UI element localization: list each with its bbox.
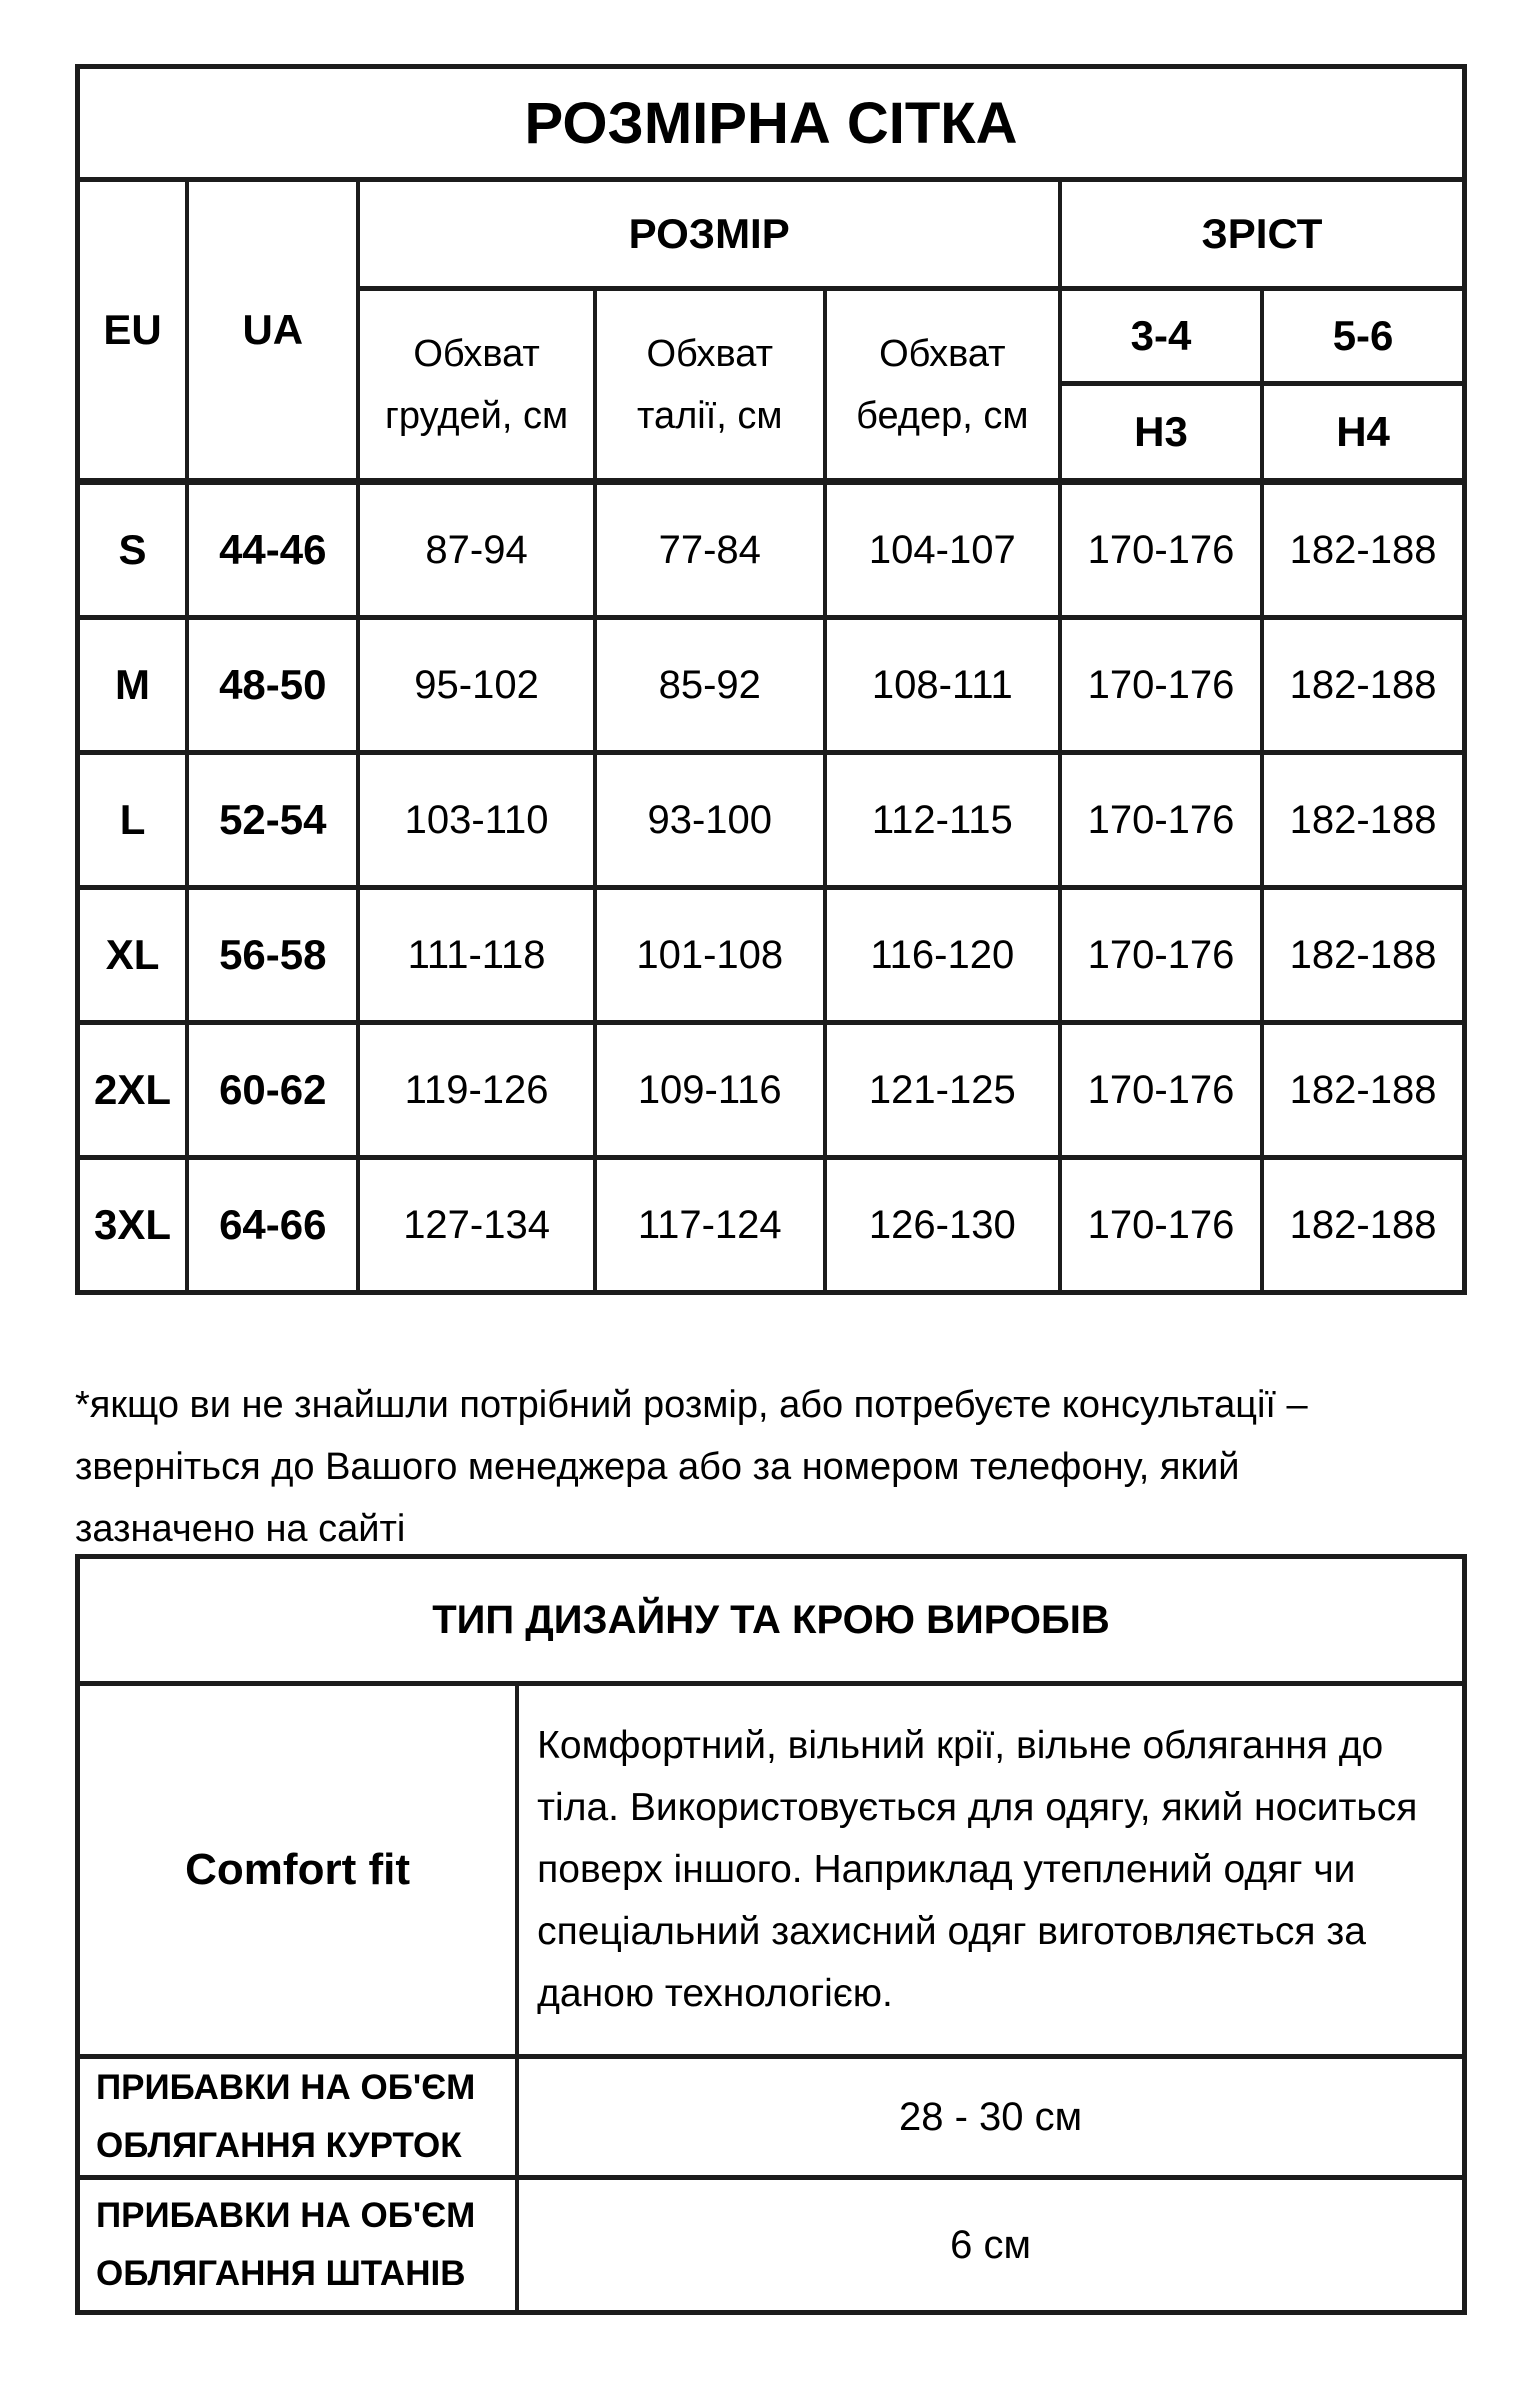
column-header-age-5-6: 5-6	[1262, 289, 1464, 384]
cell-waist: 117-124	[595, 1158, 825, 1293]
column-header-h4: Н4	[1262, 384, 1464, 482]
cell-eu: S	[78, 482, 188, 618]
size-table	[75, 64, 1467, 1295]
column-header-h3: Н3	[1060, 384, 1262, 482]
cell-ua: 64-66	[187, 1158, 358, 1293]
cell-chest: 95-102	[358, 618, 594, 753]
column-header-waist: Обхват талії, см	[595, 289, 825, 482]
cell-height-5-6: 182-188	[1262, 888, 1464, 1023]
size-note	[75, 1374, 1475, 1560]
cell-waist: 109-116	[595, 1023, 825, 1158]
description-line: Комфортний, вільний крії, вільне облягання до	[537, 1724, 1384, 1767]
column-header-hips: Обхват бедер, см	[825, 289, 1060, 482]
cell-waist: 85-92	[595, 618, 825, 753]
design-row-jackets-allowance	[78, 2057, 1465, 2178]
comfort-fit-label: Comfort fit	[78, 1684, 518, 2057]
cell-height-3-4: 170-176	[1060, 618, 1262, 753]
cell-height-5-6: 182-188	[1262, 1023, 1464, 1158]
cell-eu: 3XL	[78, 1158, 188, 1293]
cell-ua: 44-46	[187, 482, 358, 618]
jackets-allowance-value: 28 - 30 см	[517, 2057, 1464, 2178]
size-row-2xl	[78, 1023, 1465, 1158]
cell-eu: M	[78, 618, 188, 753]
column-group-size: РОЗМІР	[358, 180, 1059, 289]
cell-chest: 87-94	[358, 482, 594, 618]
cell-eu: L	[78, 753, 188, 888]
design-table	[75, 1554, 1467, 2315]
cell-waist: 101-108	[595, 888, 825, 1023]
description-line: даною технологією.	[537, 1972, 893, 2015]
cell-eu: 2XL	[78, 1023, 188, 1158]
cell-height-3-4: 170-176	[1060, 888, 1262, 1023]
cell-ua: 56-58	[187, 888, 358, 1023]
column-header-ua: UA	[187, 180, 358, 482]
cell-hips: 108-111	[825, 618, 1060, 753]
cell-height-3-4: 170-176	[1060, 482, 1262, 618]
column-header-eu: EU	[78, 180, 188, 482]
design-table-title-row	[78, 1557, 1465, 1684]
cell-height-5-6: 182-188	[1262, 482, 1464, 618]
column-group-height: ЗРІСТ	[1060, 180, 1465, 289]
description-line: спеціальний захисний одяг виготовляється за	[537, 1910, 1366, 1953]
cell-height-5-6: 182-188	[1262, 1158, 1464, 1293]
cell-height-3-4: 170-176	[1060, 1023, 1262, 1158]
size-row-s	[78, 482, 1465, 618]
size-note-line: зазначено на сайті	[75, 1508, 406, 1550]
cell-chest: 111-118	[358, 888, 594, 1023]
description-line: поверх іншого. Наприклад утеплений одяг чи	[537, 1848, 1356, 1891]
cell-waist: 77-84	[595, 482, 825, 618]
cell-chest: 119-126	[358, 1023, 594, 1158]
size-row-xl	[78, 888, 1465, 1023]
size-row-m	[78, 618, 1465, 753]
cell-hips: 121-125	[825, 1023, 1060, 1158]
cell-height-5-6: 182-188	[1262, 753, 1464, 888]
size-row-l	[78, 753, 1465, 888]
cell-height-5-6: 182-188	[1262, 618, 1464, 753]
cell-hips: 116-120	[825, 888, 1060, 1023]
column-header-chest: Обхват грудей, см	[358, 289, 594, 482]
jackets-allowance-label: ПРИБАВКИ НА ОБ'ЄМ ОБЛЯГАННЯ КУРТОК	[78, 2057, 518, 2178]
design-row-comfort-fit	[78, 1684, 1465, 2057]
size-note-line: *якщо ви не знайшли потрібний розмір, або потребуєте консультації –	[75, 1384, 1308, 1426]
cell-chest: 103-110	[358, 753, 594, 888]
size-table-header-groups	[78, 180, 1465, 289]
cell-ua: 52-54	[187, 753, 358, 888]
size-table-title: РОЗМІРНА СІТКА	[78, 67, 1465, 180]
pants-allowance-label: ПРИБАВКИ НА ОБ'ЄМ ОБЛЯГАННЯ ШТАНІВ	[78, 2178, 518, 2313]
cell-ua: 48-50	[187, 618, 358, 753]
description-line: тіла. Використовується для одягу, який носиться	[537, 1786, 1418, 1829]
size-note-line: зверніться до Вашого менеджера або за номером телефону, який	[75, 1446, 1240, 1488]
pants-allowance-value: 6 см	[517, 2178, 1464, 2313]
cell-ua: 60-62	[187, 1023, 358, 1158]
design-row-pants-allowance	[78, 2178, 1465, 2313]
cell-height-3-4: 170-176	[1060, 753, 1262, 888]
cell-waist: 93-100	[595, 753, 825, 888]
size-row-3xl	[78, 1158, 1465, 1293]
cell-height-3-4: 170-176	[1060, 1158, 1262, 1293]
column-header-age-3-4: 3-4	[1060, 289, 1262, 384]
comfort-fit-description	[517, 1684, 1464, 2057]
cell-chest: 127-134	[358, 1158, 594, 1293]
cell-hips: 112-115	[825, 753, 1060, 888]
design-table-title: ТИП ДИЗАЙНУ ТА КРОЮ ВИРОБІВ	[78, 1557, 1465, 1684]
cell-eu: XL	[78, 888, 188, 1023]
size-table-title-row	[78, 67, 1465, 180]
cell-hips: 104-107	[825, 482, 1060, 618]
cell-hips: 126-130	[825, 1158, 1060, 1293]
